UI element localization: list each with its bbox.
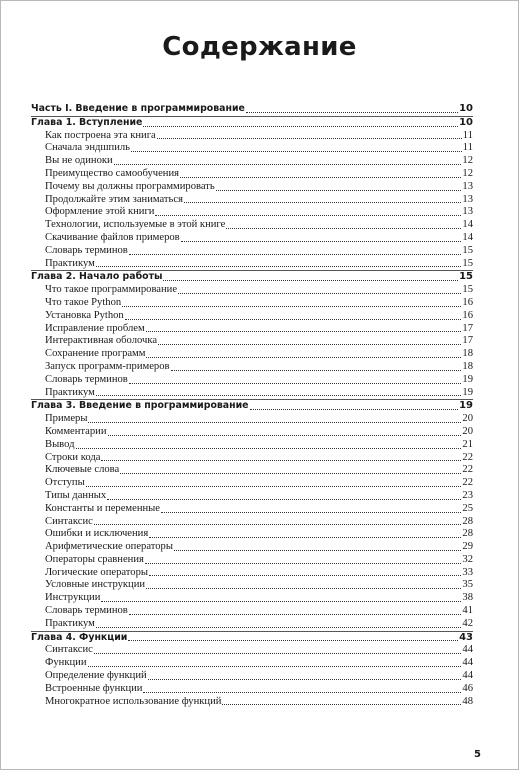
toc-entry-row[interactable] bbox=[31, 155, 473, 168]
toc-entry-row[interactable] bbox=[31, 670, 473, 683]
toc-entry-row[interactable] bbox=[31, 142, 473, 155]
dot-leader bbox=[96, 395, 462, 396]
toc-entry-title: Примеры bbox=[45, 413, 88, 425]
toc-page-number: 44 bbox=[462, 670, 473, 682]
toc-page-number: 35 bbox=[462, 579, 473, 591]
toc-entry-row[interactable] bbox=[31, 258, 473, 271]
toc-entry-title: Скачивание файлов примеров bbox=[45, 231, 180, 243]
toc-entry-title: Практикум bbox=[45, 257, 95, 269]
toc-entry-title: Отступы bbox=[45, 477, 85, 489]
toc-entry-title: Комментарии bbox=[45, 425, 107, 437]
dot-leader bbox=[145, 563, 462, 564]
dot-leader bbox=[129, 383, 462, 384]
toc-page-number: 33 bbox=[462, 566, 473, 578]
toc-entry-title: Операторы сравнения bbox=[45, 553, 144, 565]
toc-page-number: 12 bbox=[462, 167, 473, 179]
toc-entry-row[interactable] bbox=[31, 297, 473, 310]
toc-entry-row[interactable] bbox=[31, 439, 473, 452]
toc-entry-title: Исправление проблем bbox=[45, 322, 145, 334]
dot-leader bbox=[180, 177, 461, 178]
toc-entry-title: Синтаксис bbox=[45, 515, 93, 527]
toc-page-number: 42 bbox=[462, 617, 473, 629]
toc-entry-row[interactable] bbox=[31, 413, 473, 426]
toc-entry-row[interactable] bbox=[31, 567, 473, 580]
toc-entry-title: Практикум bbox=[45, 617, 95, 629]
toc-entry-title: Оформление этой книги bbox=[45, 206, 155, 218]
toc-entry-row[interactable] bbox=[31, 323, 473, 336]
toc-entry-title: Логические операторы bbox=[45, 566, 148, 578]
dot-leader bbox=[86, 486, 462, 487]
toc-page-number: 43 bbox=[459, 631, 473, 643]
toc-chapter-title: Глава 4. Функции bbox=[31, 631, 128, 643]
toc-page-number: 11 bbox=[462, 142, 473, 154]
toc-entry-row[interactable] bbox=[31, 194, 473, 207]
page-number: 5 bbox=[474, 749, 481, 760]
toc-page-number: 12 bbox=[462, 155, 473, 167]
dot-leader bbox=[88, 666, 462, 667]
toc-entry-row[interactable] bbox=[31, 310, 473, 323]
toc-page-number: 15 bbox=[462, 284, 473, 296]
toc-page-number: 13 bbox=[462, 193, 473, 205]
toc-entry-row[interactable] bbox=[31, 554, 473, 567]
toc-entry-title: Продолжайте этим заниматься bbox=[45, 193, 183, 205]
toc-entry-title: Установка Python bbox=[45, 309, 124, 321]
dot-leader bbox=[146, 331, 462, 332]
toc-page-number: 32 bbox=[462, 553, 473, 565]
toc-entry-title: Сначала эндшпиль bbox=[45, 142, 130, 154]
dot-leader bbox=[146, 588, 461, 589]
toc-chapter-row[interactable] bbox=[31, 116, 473, 130]
toc-page-number: 44 bbox=[462, 644, 473, 656]
toc-entry-row[interactable] bbox=[31, 232, 473, 245]
dot-leader bbox=[149, 537, 461, 538]
toc-page-number: 16 bbox=[462, 296, 473, 308]
toc-page-number: 15 bbox=[459, 271, 473, 283]
toc-page-number: 21 bbox=[462, 438, 473, 450]
dot-leader bbox=[122, 306, 461, 307]
toc-entry-row[interactable] bbox=[31, 348, 473, 361]
toc-page-number: 19 bbox=[462, 373, 473, 385]
dot-leader bbox=[222, 704, 461, 705]
toc-page-number: 18 bbox=[462, 348, 473, 360]
toc-entry-row[interactable] bbox=[31, 541, 473, 554]
dot-leader bbox=[226, 228, 461, 229]
dot-leader bbox=[125, 319, 462, 320]
toc-entry-row[interactable] bbox=[31, 696, 473, 709]
dot-leader bbox=[155, 215, 461, 216]
toc-chapter-title: Глава 2. Начало работы bbox=[31, 271, 163, 283]
dot-leader bbox=[178, 293, 461, 294]
toc-entry-row[interactable] bbox=[31, 592, 473, 605]
dot-leader bbox=[114, 164, 462, 165]
toc-entry-row[interactable] bbox=[31, 516, 473, 529]
toc-entry-row[interactable] bbox=[31, 361, 473, 374]
toc-entry-title: Вы не одиноки bbox=[45, 155, 113, 167]
toc-page-number: 23 bbox=[462, 489, 473, 501]
toc-chapter-title: Глава 3. Введение в программирование bbox=[31, 400, 249, 412]
dot-leader bbox=[131, 151, 462, 152]
toc-entry-title: Встроенные функции bbox=[45, 682, 143, 694]
toc-entry-row[interactable] bbox=[31, 618, 473, 631]
toc-entry-title: Практикум bbox=[45, 386, 95, 398]
toc-page-number: 46 bbox=[462, 682, 473, 694]
toc-entry-title: Условные инструкции bbox=[45, 579, 146, 591]
toc-page-number: 28 bbox=[462, 528, 473, 540]
toc-entry-row[interactable] bbox=[31, 579, 473, 592]
toc-entry-title: Инструкции bbox=[45, 592, 101, 604]
toc-page-number: 20 bbox=[462, 425, 473, 437]
toc-entry-title: Что такое программирование bbox=[45, 284, 178, 296]
toc-chapter-title: Часть I. Введение в программирование bbox=[31, 103, 245, 114]
toc-entry-title: Как построена эта книга bbox=[45, 129, 156, 141]
toc-entry-row[interactable] bbox=[31, 219, 473, 232]
toc-entry-title: Ключевые слова bbox=[45, 464, 120, 476]
toc-entry-title: Строки кода bbox=[45, 451, 101, 463]
toc-entry-row[interactable] bbox=[31, 605, 473, 618]
page-title: Содержание bbox=[162, 32, 357, 62]
toc-page-number: 17 bbox=[462, 322, 473, 334]
toc-entry-row[interactable] bbox=[31, 452, 473, 465]
dot-leader bbox=[148, 679, 462, 680]
dot-leader bbox=[174, 550, 461, 551]
toc-entry-title: Словарь терминов bbox=[45, 605, 128, 617]
toc-entry-title: Преимущество самообучения bbox=[45, 167, 180, 179]
table-of-contents bbox=[31, 103, 473, 708]
toc-page-number: 13 bbox=[462, 206, 473, 218]
dot-leader bbox=[107, 499, 461, 500]
toc-page-number: 15 bbox=[462, 244, 473, 256]
toc-entry-row[interactable] bbox=[31, 374, 473, 387]
toc-page-number: 28 bbox=[462, 515, 473, 527]
toc-entry-row[interactable] bbox=[31, 644, 473, 657]
dot-leader bbox=[76, 448, 462, 449]
dot-leader bbox=[216, 190, 462, 191]
toc-page-number: 10 bbox=[459, 116, 473, 128]
dot-leader bbox=[120, 473, 461, 474]
toc-entry-title: Ошибки и исключения bbox=[45, 528, 149, 540]
toc-entry-row[interactable] bbox=[31, 490, 473, 503]
toc-page-number: 19 bbox=[462, 386, 473, 398]
dot-leader bbox=[101, 460, 461, 461]
dot-leader bbox=[246, 112, 458, 113]
toc-page-number: 20 bbox=[462, 413, 473, 425]
toc-page-number: 11 bbox=[462, 129, 473, 141]
dot-leader bbox=[88, 422, 461, 423]
dot-leader bbox=[143, 692, 461, 693]
toc-entry-title: Технологии, используемые в этой книге bbox=[45, 219, 226, 231]
dot-leader bbox=[157, 138, 462, 139]
toc-entry-row[interactable] bbox=[31, 503, 473, 516]
dot-leader bbox=[96, 627, 462, 628]
toc-page-number: 10 bbox=[459, 103, 473, 114]
toc-chapter-row[interactable] bbox=[31, 270, 473, 284]
toc-entry-row[interactable] bbox=[31, 657, 473, 670]
toc-entry-row[interactable] bbox=[31, 477, 473, 490]
toc-chapter-row[interactable] bbox=[31, 103, 473, 116]
toc-chapter-title: Глава 1. Вступление bbox=[31, 116, 143, 128]
toc-entry-row[interactable] bbox=[31, 206, 473, 219]
toc-page-number: 22 bbox=[462, 464, 473, 476]
dot-leader bbox=[129, 614, 462, 615]
toc-entry-title: Интерактивная оболочка bbox=[45, 335, 158, 347]
dot-leader bbox=[171, 370, 462, 371]
toc-entry-title: Константы и переменные bbox=[45, 502, 160, 514]
toc-entry-title: Определение функций bbox=[45, 670, 147, 682]
toc-entry-title: Словарь терминов bbox=[45, 373, 128, 385]
toc-entry-row[interactable] bbox=[31, 683, 473, 696]
toc-entry-row[interactable] bbox=[31, 168, 473, 181]
dot-leader bbox=[143, 126, 458, 127]
toc-page-number: 15 bbox=[462, 257, 473, 269]
toc-entry-title: Функции bbox=[45, 657, 87, 669]
dot-leader bbox=[129, 254, 462, 255]
toc-entry-row[interactable] bbox=[31, 181, 473, 194]
toc-page-number: 14 bbox=[462, 219, 473, 231]
toc-entry-title: Арифметические операторы bbox=[45, 541, 173, 553]
dot-leader bbox=[96, 266, 462, 267]
toc-chapter-row[interactable] bbox=[31, 399, 473, 413]
toc-page-number: 16 bbox=[462, 309, 473, 321]
toc-chapter-row[interactable] bbox=[31, 631, 473, 645]
dot-leader bbox=[181, 241, 462, 242]
toc-entry-title: Почему вы должны программировать bbox=[45, 180, 215, 192]
dot-leader bbox=[108, 435, 462, 436]
toc-entry-title: Словарь терминов bbox=[45, 244, 128, 256]
toc-entry-row[interactable] bbox=[31, 335, 473, 348]
toc-entry-title: Многократное использование функций bbox=[45, 695, 222, 707]
toc-page-number: 22 bbox=[462, 451, 473, 463]
toc-page-number: 48 bbox=[462, 695, 473, 707]
toc-page-number: 41 bbox=[462, 605, 473, 617]
toc-entry-title: Запуск программ-примеров bbox=[45, 360, 170, 372]
toc-entry-row[interactable] bbox=[31, 426, 473, 439]
dot-leader bbox=[101, 601, 461, 602]
dot-leader bbox=[146, 357, 461, 358]
dot-leader bbox=[163, 280, 458, 281]
toc-page-number: 19 bbox=[459, 400, 473, 412]
dot-leader bbox=[184, 202, 461, 203]
toc-entry-row[interactable] bbox=[31, 387, 473, 400]
toc-page-number: 38 bbox=[462, 592, 473, 604]
toc-entry-title: Что такое Python bbox=[45, 296, 122, 308]
toc-page-number: 18 bbox=[462, 360, 473, 372]
dot-leader bbox=[94, 524, 462, 525]
toc-entry-row[interactable] bbox=[31, 528, 473, 541]
dot-leader bbox=[250, 409, 459, 410]
dot-leader bbox=[161, 512, 461, 513]
toc-page-number: 22 bbox=[462, 477, 473, 489]
toc-page-number: 25 bbox=[462, 502, 473, 514]
toc-entry-row[interactable] bbox=[31, 284, 473, 297]
dot-leader bbox=[149, 575, 461, 576]
toc-page-number: 14 bbox=[462, 231, 473, 243]
toc-entry-row[interactable] bbox=[31, 130, 473, 143]
dot-leader bbox=[94, 653, 462, 654]
toc-entry-title: Сохранение программ bbox=[45, 348, 146, 360]
toc-page-number: 13 bbox=[462, 180, 473, 192]
toc-entry-title: Вывод bbox=[45, 438, 75, 450]
toc-entry-title: Синтаксис bbox=[45, 644, 93, 656]
toc-page-number: 29 bbox=[462, 541, 473, 553]
toc-entry-row[interactable] bbox=[31, 464, 473, 477]
dot-leader bbox=[128, 640, 458, 641]
toc-entry-row[interactable] bbox=[31, 245, 473, 258]
toc-entry-title: Типы данных bbox=[45, 489, 107, 501]
toc-page-number: 44 bbox=[462, 657, 473, 669]
dot-leader bbox=[158, 344, 461, 345]
toc-page-number: 17 bbox=[462, 335, 473, 347]
